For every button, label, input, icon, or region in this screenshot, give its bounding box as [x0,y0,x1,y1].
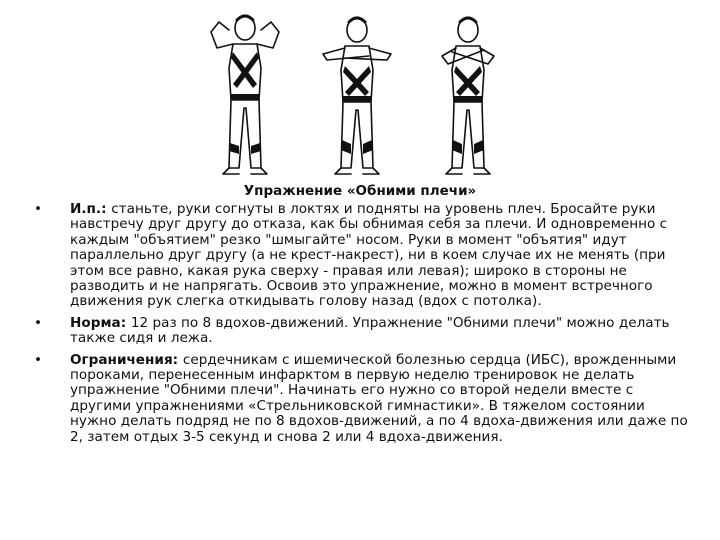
exercise-figure-arms-open-icon [195,8,295,180]
list-item [30,202,690,310]
bullet: • [34,314,43,331]
exercise-figure-hug-shoulders-icon [418,8,518,180]
item-label: Ограничения: [70,351,183,368]
item-label: И.п.: [70,201,112,217]
exercise-title: Упражнение «Обними плечи» [243,183,477,199]
item-text: сердечникам с ишемической болезнью сердца (ИБС), врожденными пороками, перенесенным инфарктом в первую неделю тренировок не делать упражнение "Обними плечи". Начинать его нужно со второй недели вместе с другими упражнениями «Стрельниковской гимнастики». В тяжелом состоянии нужно делать подряд не по 8 вдохов-движений, а по 4 вдоха-движения или даже по 2, затем отдых 3-5 секунд и снова 2 или 4 вдоха-движения. [70,351,688,445]
list-item [30,316,690,347]
item-text: 12 раз по 8 вдохов-движений. Упражнение "Обними плечи" можно делать также сидя и лежа. [70,314,670,347]
bullet: • [34,351,43,368]
item-label: Норма: [70,314,131,331]
bullet: • [34,201,43,217]
instructions-list [30,202,690,451]
exercise-figure-arms-crossed-icon [307,8,407,180]
exercise-illustration [190,8,520,180]
item-text: станьте, руки согнуты в локтях и подняты на уровень плеч. Бросайте руки навстречу друг другу до отказа, как бы обнимая себя за плечи. И одновременно с каждым "объятием" резко "шмыгайте" носом. Руки в момент "объятия" идут параллельно друг другу (а не крест-накрест), ни в коем случае их не менять (при этом все равно, какая рука сверху - правая или левая); широко в стороны не разводить и не напрягать. Освоив это упражнение, можно в момент встречного движения рук слегка откидывать голову назад (вдох с потолка). [70,201,668,310]
list-item [30,353,690,445]
